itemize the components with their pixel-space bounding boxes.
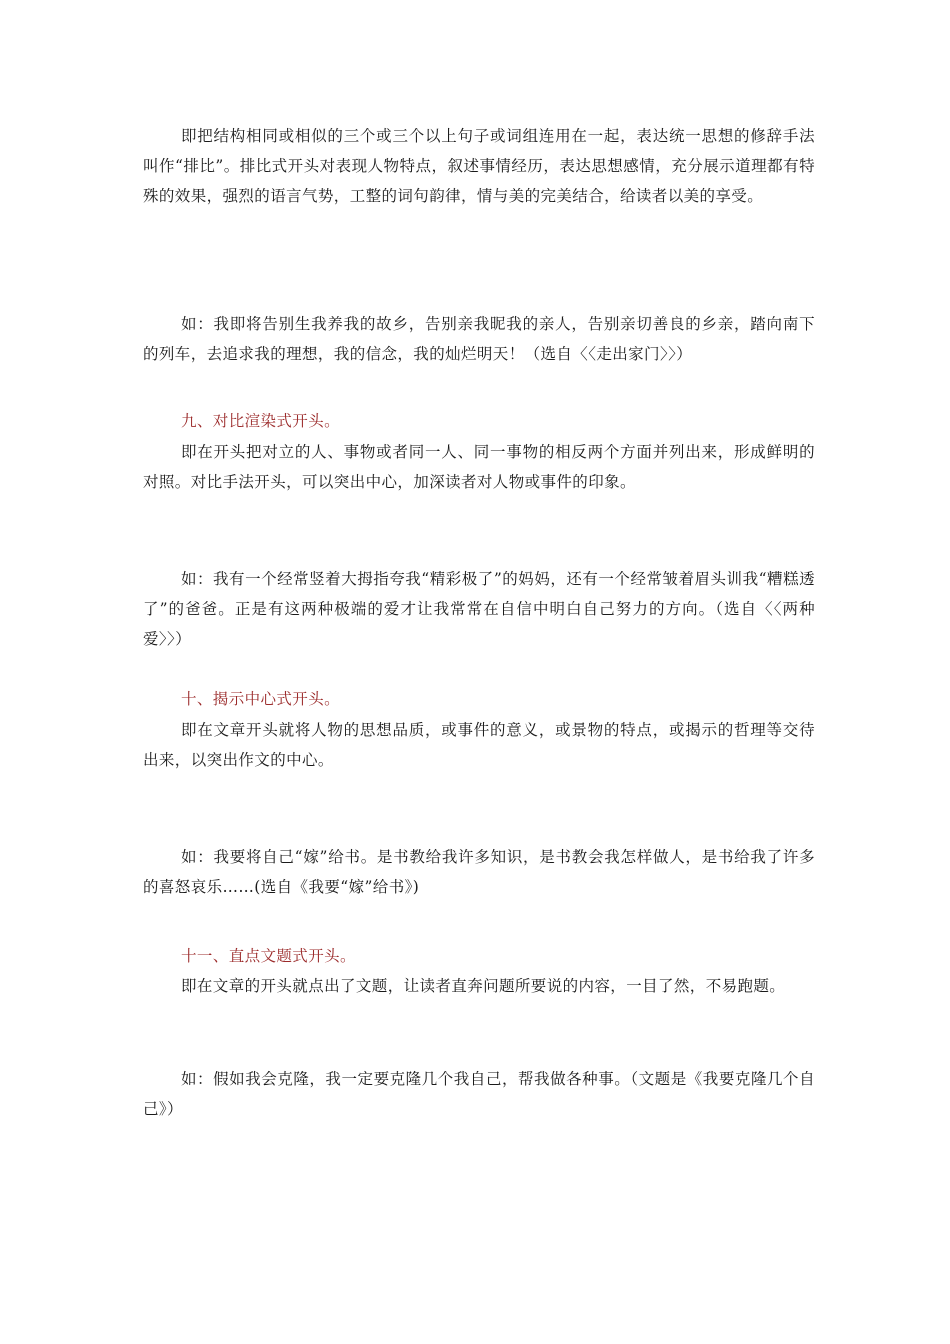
heading-title-point-opening: 十一、直点文题式开头。	[181, 947, 356, 965]
paragraph-contrast-example: 如：我有一个经常竖着大拇指夸我“精彩极了”的妈妈，还有一个经常皱着眉头训我“糟糕透了”的爸爸。正是有这两种极端的爱才让我常常在自信中明白自己努力的方向。（选自〈〈两种爱〉〉）	[143, 570, 815, 648]
paragraph-theme-reveal-definition: 即在文章开头就将人物的思想品质，或事件的意义，或景物的特点，或揭示的哲理等交待出来，以突出作文的中心。	[143, 721, 815, 769]
heading-theme-reveal-opening: 十、揭示中心式开头。	[181, 690, 341, 708]
paragraph-title-point-definition: 即在文章的开头就点出了文题，让读者直奔问题所要说的内容，一目了然，不易跑题。	[181, 977, 786, 995]
paragraph-contrast-definition: 即在开头把对立的人、事物或者同一人、同一事物的相反两个方面并列出来，形成鲜明的对照。对比手法开头，可以突出中心，加深读者对人物或事件的印象。	[143, 443, 815, 491]
paragraph-parallelism-definition: 即把结构相同或相似的三个或三个以上句子或词组连用在一起，表达统一思想的修辞手法叫作“排比”。排比式开头对表现人物特点，叙述事情经历，表达思想感情，充分展示道理都有特殊的效果，强烈的语言气势，工整的词句韵律，情与美的完美结合，给读者以美的享受。	[143, 127, 815, 205]
paragraph-theme-reveal-example: 如：我要将自己“嫁”给书。是书教给我许多知识，是书教会我怎样做人，是书给我了许多的喜怒哀乐……(选自《我要“嫁”给书》)	[143, 848, 815, 896]
paragraph-parallelism-example: 如：我即将告别生我养我的故乡，告别亲我昵我的亲人，告别亲切善良的乡亲，踏向南下的列车，去追求我的理想，我的信念，我的灿烂明天！（选自〈〈走出家门〉〉）	[143, 315, 815, 363]
heading-contrast-opening: 九、对比渲染式开头。	[181, 412, 341, 430]
paragraph-title-point-example: 如：假如我会克隆，我一定要克隆几个我自己，帮我做各种事。（文题是《我要克隆几个自己》）	[143, 1070, 815, 1118]
